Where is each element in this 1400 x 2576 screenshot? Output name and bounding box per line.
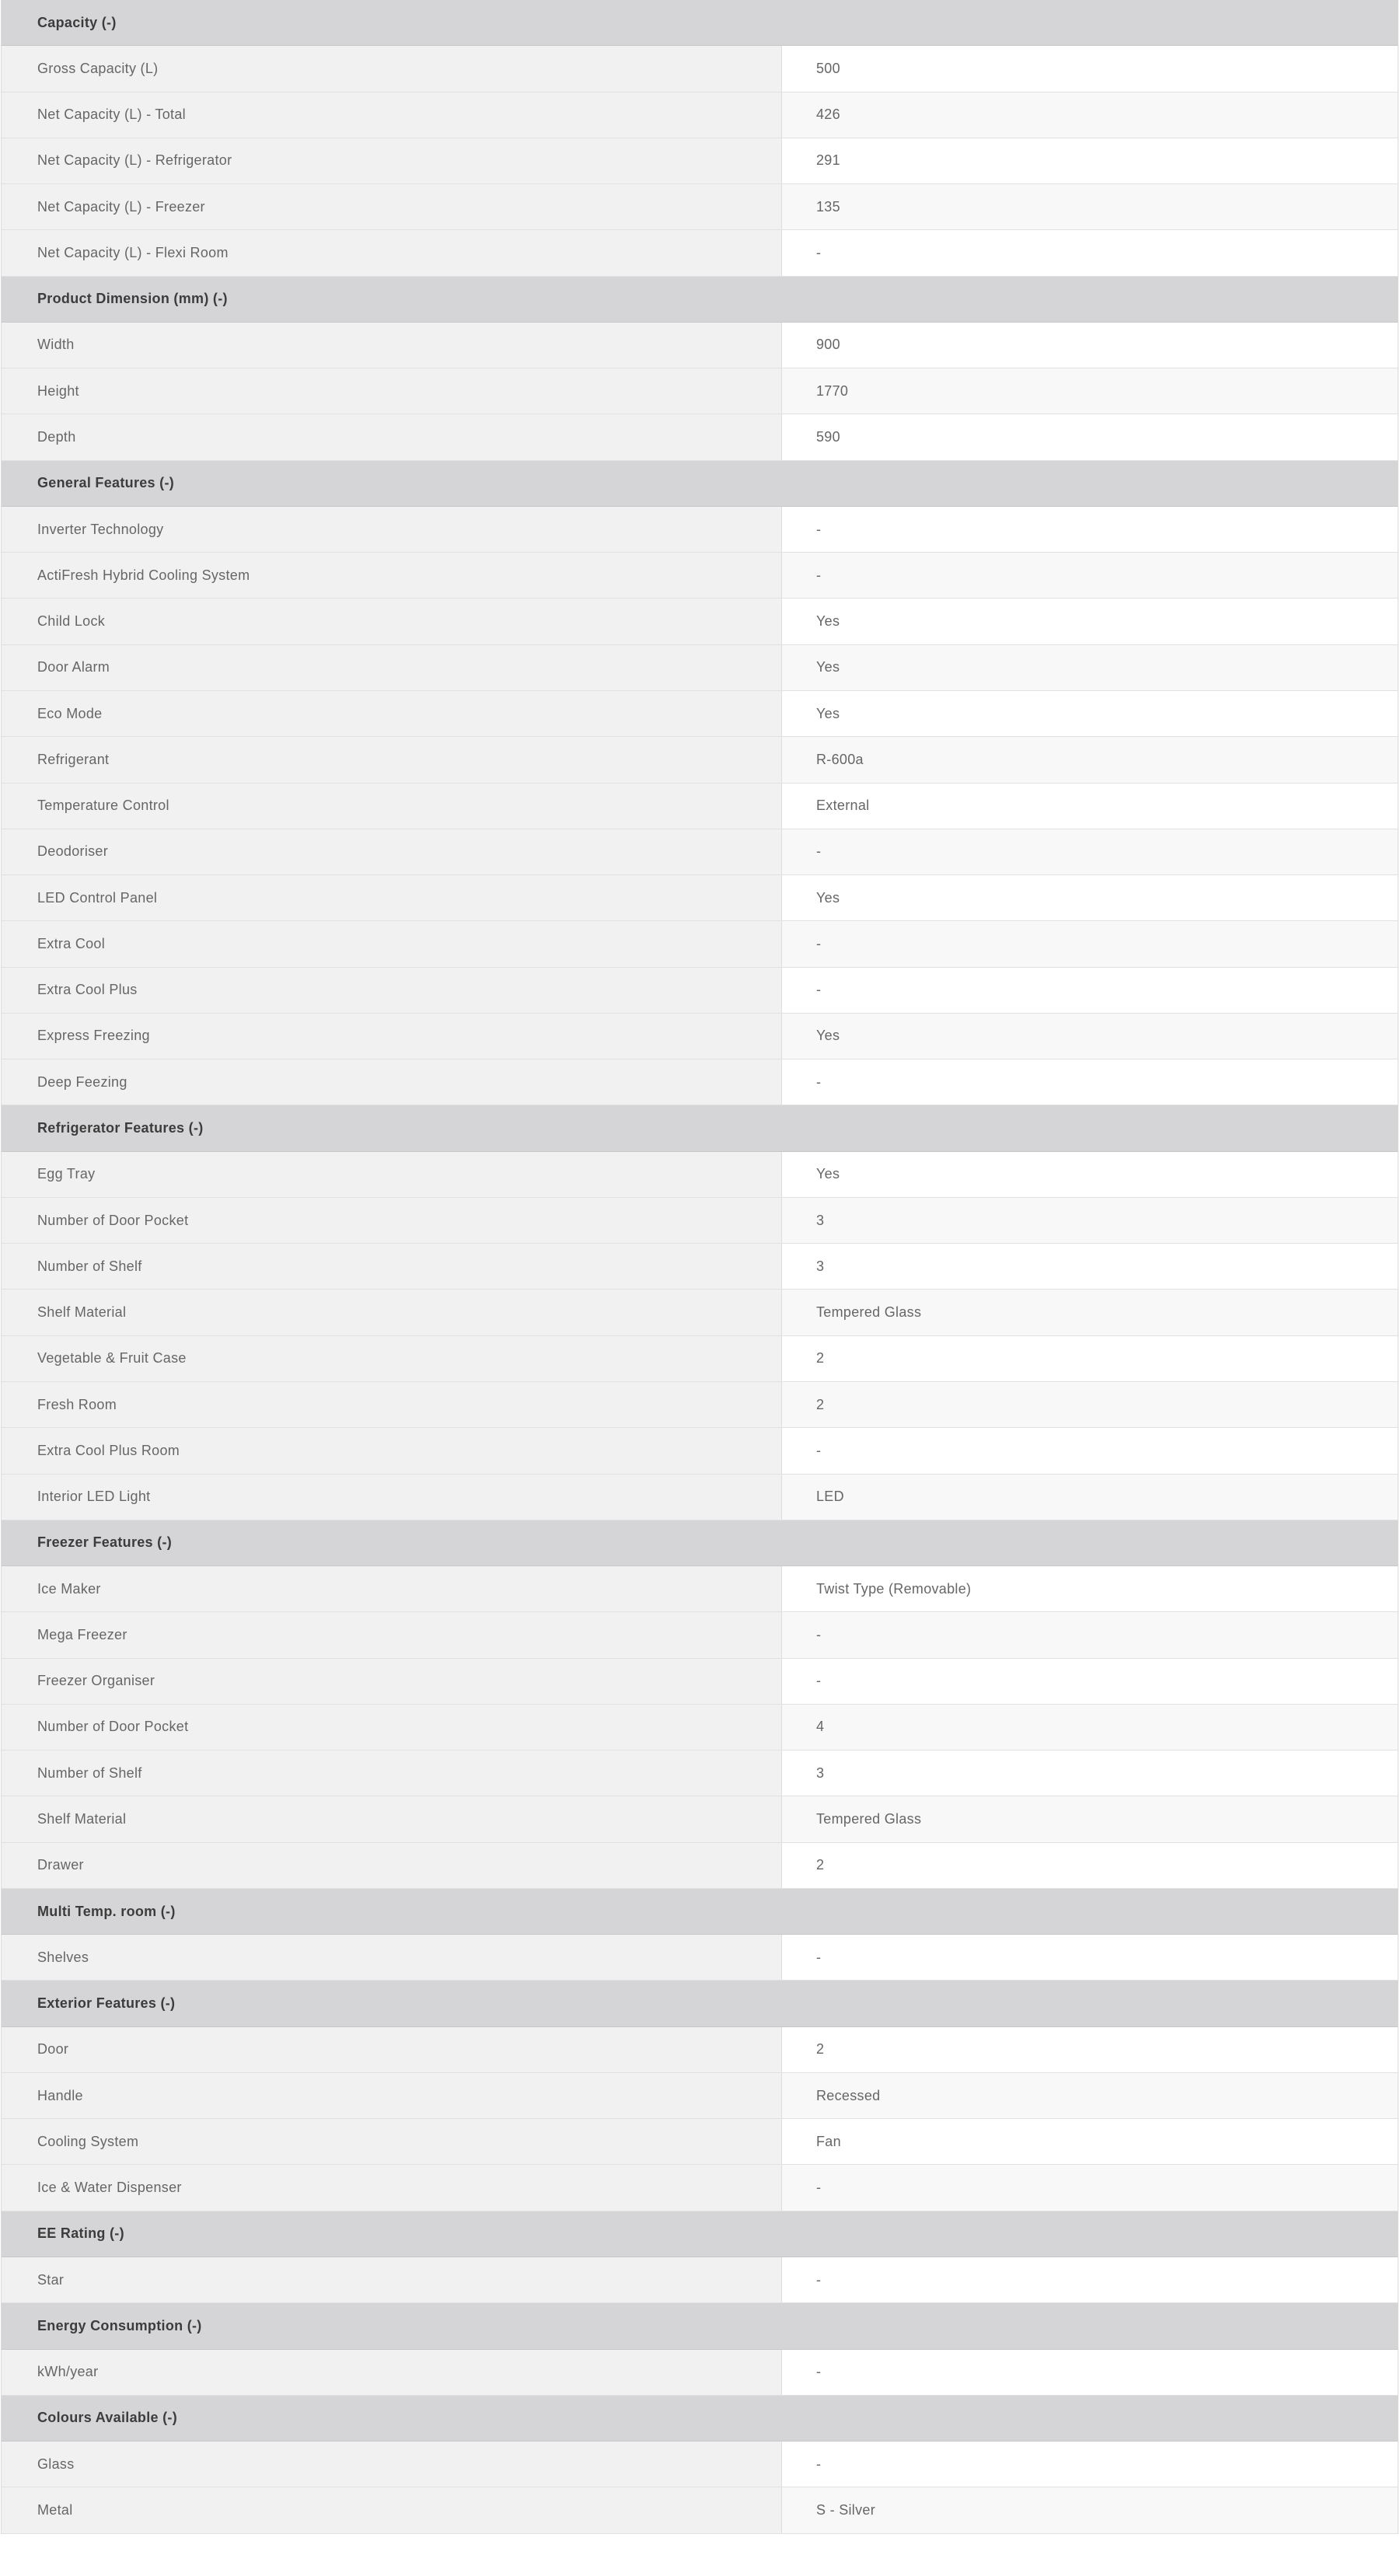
spec-value: Fan: [782, 2119, 1398, 2164]
spec-row: [2, 968, 1398, 1014]
spec-label: Fresh Room: [2, 1382, 782, 1427]
spec-value: 291: [782, 138, 1398, 183]
spec-row: [2, 323, 1398, 368]
spec-row: [2, 599, 1398, 644]
spec-label: Net Capacity (L) - Freezer: [2, 184, 782, 229]
spec-row: [2, 1659, 1398, 1705]
spec-label: Number of Shelf: [2, 1750, 782, 1796]
spec-value: 3: [782, 1198, 1398, 1243]
section-header-exterior-features[interactable]: Exterior Features (-): [2, 1981, 1398, 2026]
spec-row: [2, 1382, 1398, 1428]
spec-label: Number of Door Pocket: [2, 1705, 782, 1750]
spec-value: 500: [782, 46, 1398, 91]
spec-label: Net Capacity (L) - Refrigerator: [2, 138, 782, 183]
spec-value: 590: [782, 414, 1398, 459]
spec-row: [2, 2257, 1398, 2303]
spec-value: -: [782, 1612, 1398, 1657]
spec-label: Freezer Organiser: [2, 1659, 782, 1704]
spec-value: Twist Type (Removable): [782, 1566, 1398, 1611]
spec-row: [2, 1152, 1398, 1198]
spec-value: 4: [782, 1705, 1398, 1750]
spec-label: Interior LED Light: [2, 1475, 782, 1520]
spec-label: Mega Freezer: [2, 1612, 782, 1657]
spec-value: -: [782, 2257, 1398, 2302]
spec-value: -: [782, 1659, 1398, 1704]
spec-row: [2, 1475, 1398, 1520]
spec-label: Deep Feezing: [2, 1059, 782, 1105]
section-header-energy-consumption[interactable]: Energy Consumption (-): [2, 2303, 1398, 2349]
spec-label: Handle: [2, 2073, 782, 2118]
spec-value: Yes: [782, 875, 1398, 920]
spec-value: -: [782, 921, 1398, 966]
spec-value: -: [782, 1059, 1398, 1105]
spec-value: -: [782, 2350, 1398, 2395]
spec-value: -: [782, 1428, 1398, 1473]
spec-value: 3: [782, 1750, 1398, 1796]
spec-label: Extra Cool: [2, 921, 782, 966]
spec-label: Refrigerant: [2, 737, 782, 782]
spec-row: [2, 875, 1398, 921]
spec-value: -: [782, 553, 1398, 598]
spec-value: S - Silver: [782, 2487, 1398, 2532]
section-header-ee-rating[interactable]: EE Rating (-): [2, 2211, 1398, 2257]
spec-row: [2, 553, 1398, 599]
spec-row: [2, 2165, 1398, 2211]
spec-label: Number of Shelf: [2, 1244, 782, 1289]
spec-label: Net Capacity (L) - Total: [2, 92, 782, 138]
spec-value: 2: [782, 1336, 1398, 1381]
spec-label: Glass: [2, 2442, 782, 2487]
spec-label: Egg Tray: [2, 1152, 782, 1197]
spec-label: Net Capacity (L) - Flexi Room: [2, 230, 782, 275]
spec-row: [2, 784, 1398, 829]
spec-row: [2, 414, 1398, 460]
spec-value: Tempered Glass: [782, 1290, 1398, 1335]
spec-value: -: [782, 230, 1398, 275]
spec-label: Cooling System: [2, 2119, 782, 2164]
spec-table: [1, 0, 1398, 2534]
spec-value: -: [782, 2442, 1398, 2487]
spec-label: Shelf Material: [2, 1796, 782, 1841]
spec-value: 1770: [782, 368, 1398, 414]
spec-label: LED Control Panel: [2, 875, 782, 920]
spec-row: [2, 1290, 1398, 1335]
spec-label: Inverter Technology: [2, 507, 782, 552]
spec-row: [2, 921, 1398, 967]
spec-value: -: [782, 2165, 1398, 2210]
spec-row: [2, 1843, 1398, 1889]
spec-row: [2, 46, 1398, 92]
spec-label: ActiFresh Hybrid Cooling System: [2, 553, 782, 598]
section-header-general-features[interactable]: General Features (-): [2, 461, 1398, 507]
spec-row: [2, 1336, 1398, 1382]
section-header-colours-available[interactable]: Colours Available (-): [2, 2396, 1398, 2442]
spec-value: -: [782, 1935, 1398, 1980]
spec-label: Door Alarm: [2, 645, 782, 690]
spec-label: Door: [2, 2027, 782, 2072]
spec-row: [2, 92, 1398, 138]
spec-label: Shelves: [2, 1935, 782, 1980]
spec-row: [2, 645, 1398, 691]
spec-value: 2: [782, 1382, 1398, 1427]
spec-label: Express Freezing: [2, 1014, 782, 1059]
spec-value: -: [782, 507, 1398, 552]
spec-label: Temperature Control: [2, 784, 782, 829]
spec-row: [2, 1428, 1398, 1474]
spec-row: [2, 2442, 1398, 2487]
spec-value: -: [782, 968, 1398, 1013]
spec-value: Recessed: [782, 2073, 1398, 2118]
spec-row: [2, 1059, 1398, 1105]
spec-label: Shelf Material: [2, 1290, 782, 1335]
spec-value: 2: [782, 1843, 1398, 1888]
spec-value: Yes: [782, 1152, 1398, 1197]
section-header-product-dimension-mm[interactable]: Product Dimension (mm) (-): [2, 277, 1398, 323]
spec-row: [2, 691, 1398, 737]
spec-value: 426: [782, 92, 1398, 138]
spec-row: [2, 737, 1398, 783]
spec-label: Star: [2, 2257, 782, 2302]
spec-label: Ice & Water Dispenser: [2, 2165, 782, 2210]
spec-row: [2, 1612, 1398, 1658]
spec-row: [2, 138, 1398, 184]
spec-value: External: [782, 784, 1398, 829]
spec-label: Depth: [2, 414, 782, 459]
spec-label: Gross Capacity (L): [2, 46, 782, 91]
spec-label: Vegetable & Fruit Case: [2, 1336, 782, 1381]
spec-row: [2, 2350, 1398, 2396]
spec-value: 900: [782, 323, 1398, 368]
spec-row: [2, 1935, 1398, 1981]
spec-row: [2, 507, 1398, 553]
spec-row: [2, 1198, 1398, 1244]
spec-label: Drawer: [2, 1843, 782, 1888]
spec-row: [2, 2487, 1398, 2533]
spec-row: [2, 829, 1398, 875]
spec-row: [2, 1566, 1398, 1612]
spec-row: [2, 1796, 1398, 1842]
spec-value: 3: [782, 1244, 1398, 1289]
spec-label: kWh/year: [2, 2350, 782, 2395]
spec-row: [2, 1244, 1398, 1290]
spec-value: -: [782, 829, 1398, 874]
spec-value: R-600a: [782, 737, 1398, 782]
spec-label: Extra Cool Plus Room: [2, 1428, 782, 1473]
spec-value: Yes: [782, 645, 1398, 690]
spec-label: Ice Maker: [2, 1566, 782, 1611]
spec-label: Number of Door Pocket: [2, 1198, 782, 1243]
spec-value: Yes: [782, 599, 1398, 644]
spec-row: [2, 184, 1398, 230]
section-header-refrigerator-features[interactable]: Refrigerator Features (-): [2, 1105, 1398, 1151]
spec-row: [2, 230, 1398, 276]
spec-row: [2, 368, 1398, 414]
spec-label: Height: [2, 368, 782, 414]
spec-value: Yes: [782, 1014, 1398, 1059]
spec-label: Child Lock: [2, 599, 782, 644]
spec-row: [2, 2119, 1398, 2165]
section-header-freezer-features[interactable]: Freezer Features (-): [2, 1520, 1398, 1566]
spec-value: Yes: [782, 691, 1398, 736]
spec-row: [2, 1014, 1398, 1059]
spec-row: [2, 1750, 1398, 1796]
spec-row: [2, 1705, 1398, 1750]
spec-label: Metal: [2, 2487, 782, 2532]
section-header-capacity[interactable]: Capacity (-): [2, 0, 1398, 46]
spec-value: 2: [782, 2027, 1398, 2072]
spec-label: Extra Cool Plus: [2, 968, 782, 1013]
spec-label: Deodoriser: [2, 829, 782, 874]
spec-row: [2, 2073, 1398, 2119]
spec-value: 135: [782, 184, 1398, 229]
spec-value: Tempered Glass: [782, 1796, 1398, 1841]
spec-label: Eco Mode: [2, 691, 782, 736]
spec-label: Width: [2, 323, 782, 368]
section-header-multi-temp-room[interactable]: Multi Temp. room (-): [2, 1889, 1398, 1935]
spec-value: LED: [782, 1475, 1398, 1520]
spec-row: [2, 2027, 1398, 2073]
